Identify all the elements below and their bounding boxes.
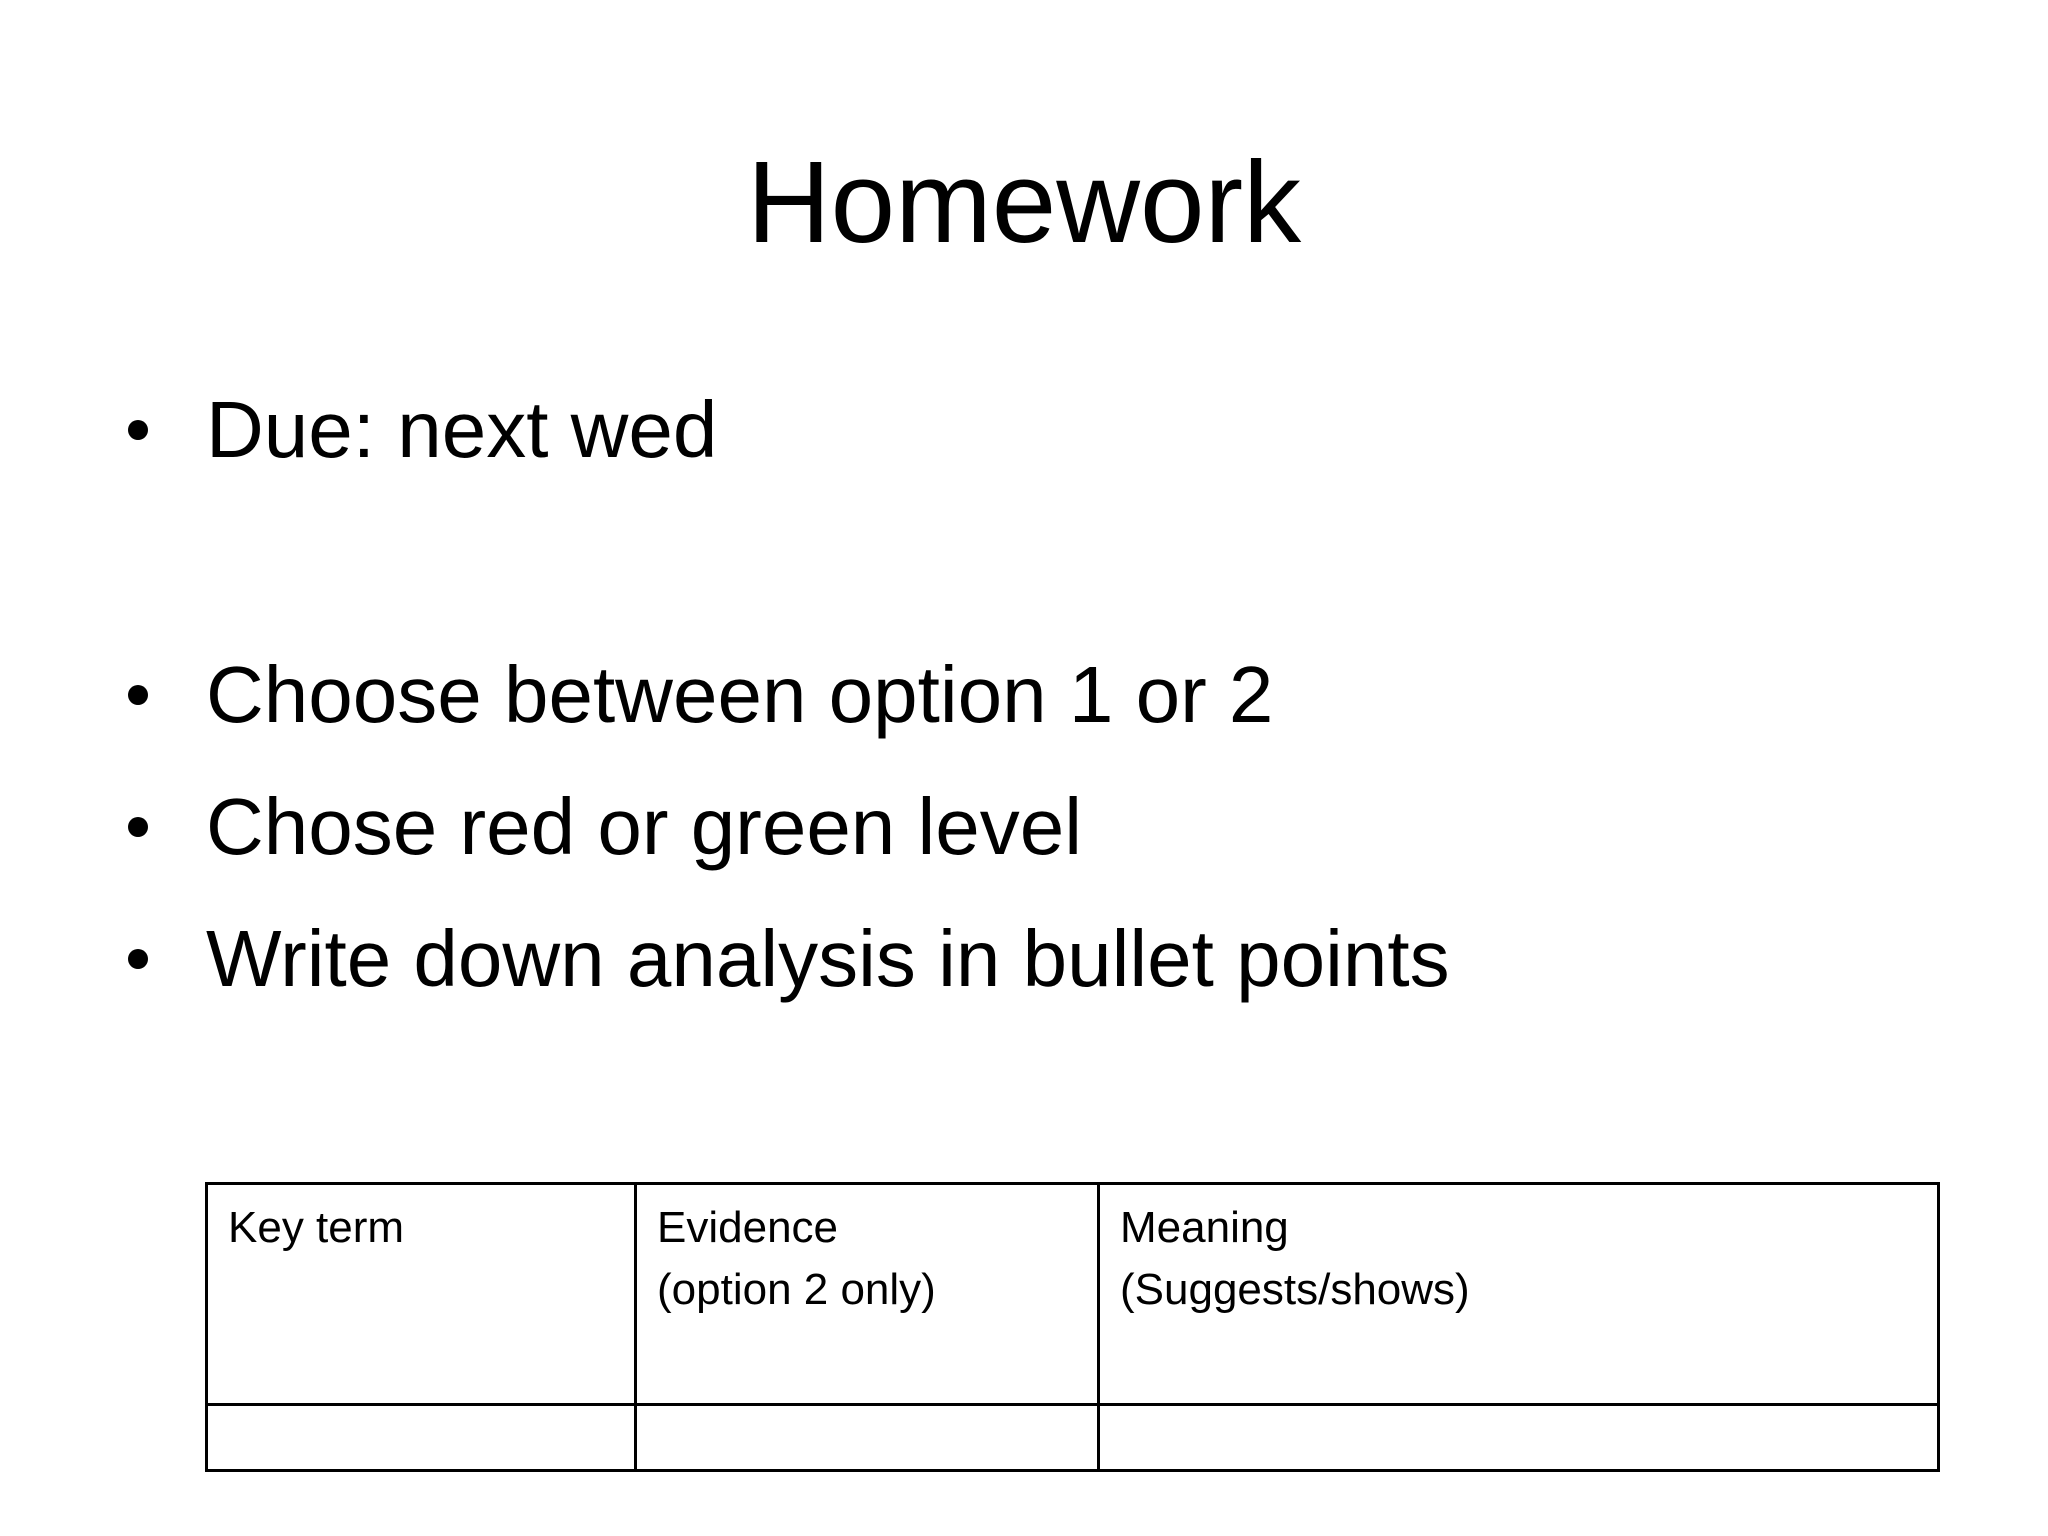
bullet-icon: [128, 817, 148, 837]
header-cell-key-term: Key term: [207, 1184, 636, 1405]
slide-title: Homework: [746, 137, 1302, 267]
header-cell-meaning: Meaning (Suggests/shows): [1099, 1184, 1939, 1405]
table-cell[interactable]: [1099, 1405, 1939, 1471]
bullet-item: [120, 640, 1273, 750]
bullet-text: Write down analysis in bullet points: [206, 914, 1450, 1003]
bullet-item: [120, 375, 717, 485]
bullet-text: Choose between option 1 or 2: [206, 650, 1274, 739]
homework-table: [205, 1182, 1940, 1472]
table-cell[interactable]: [207, 1405, 636, 1471]
table-header-row: [207, 1184, 1939, 1405]
bullet-item: [120, 904, 1450, 1014]
bullet-item: [120, 772, 1082, 882]
bullet-icon: [128, 685, 148, 705]
bullet-icon: [128, 420, 148, 440]
header-cell-evidence: Evidence (option 2 only): [636, 1184, 1099, 1405]
bullet-icon: [128, 949, 148, 969]
table-cell[interactable]: [636, 1405, 1099, 1471]
bullet-text: Chose red or green level: [206, 782, 1083, 871]
bullet-text: Due: next wed: [206, 385, 718, 474]
table-row: [207, 1405, 1939, 1471]
